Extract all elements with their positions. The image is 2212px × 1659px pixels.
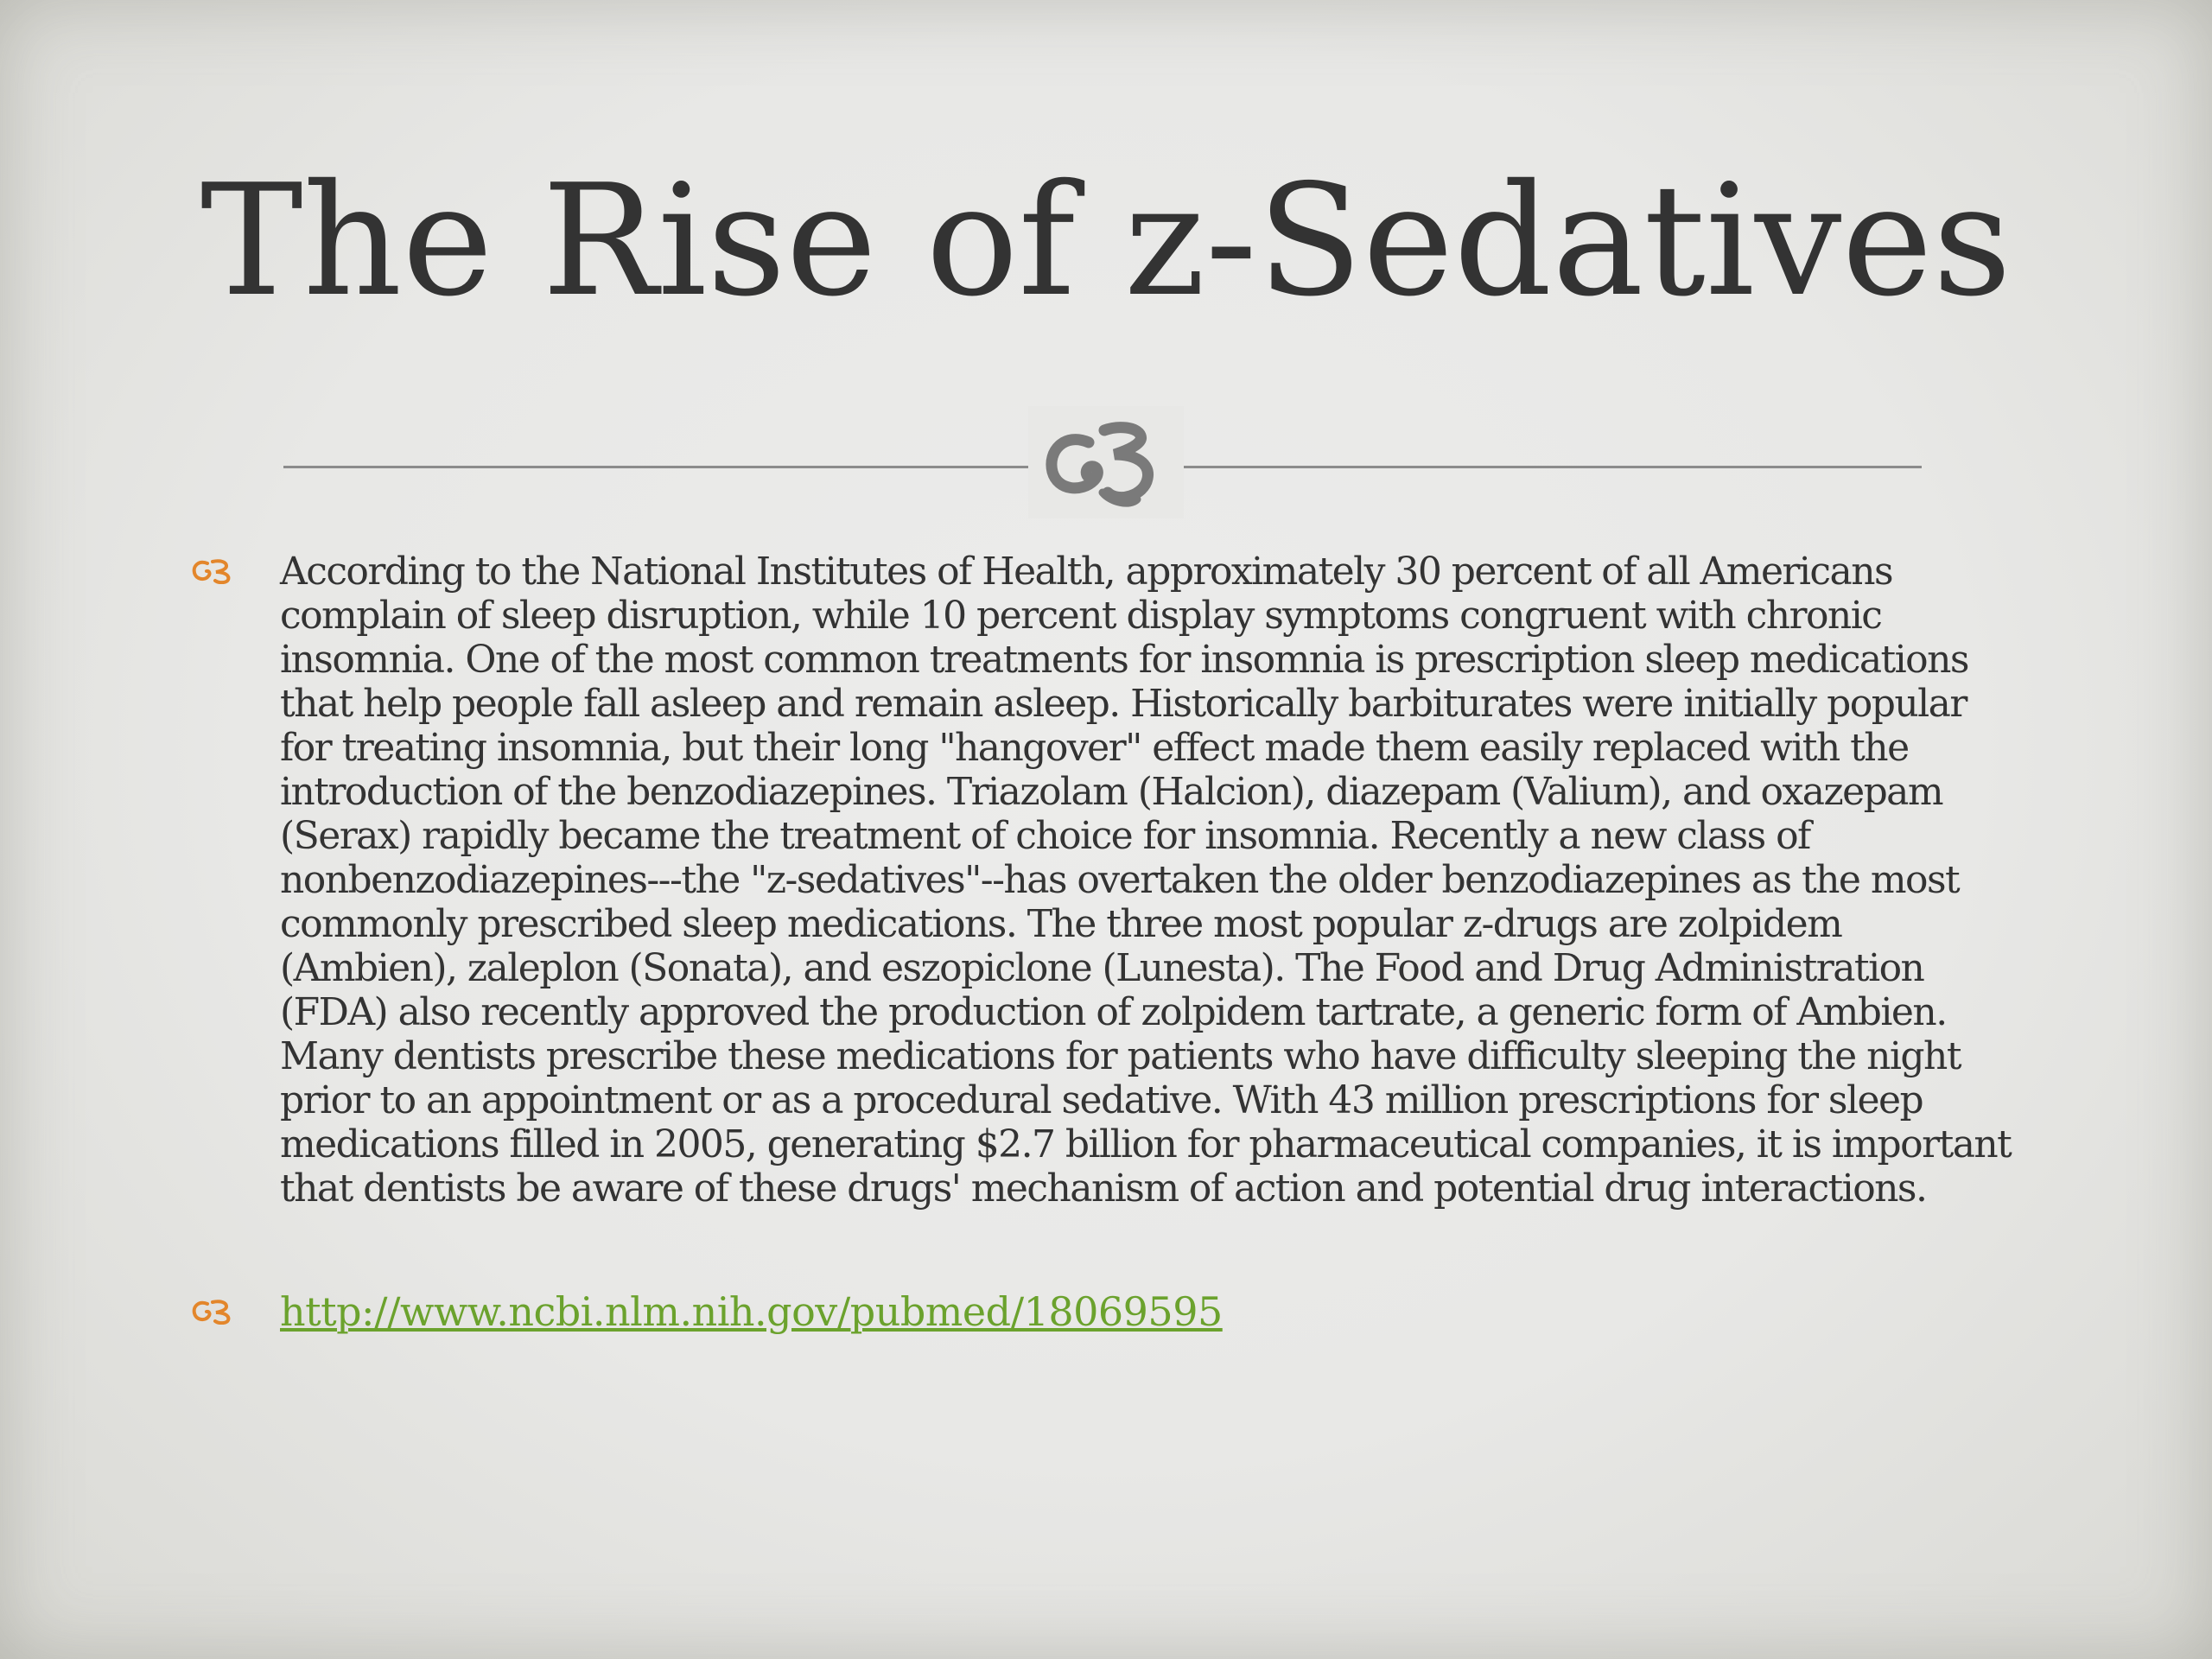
flourish-ornament-icon xyxy=(1028,406,1184,518)
bullet-link xyxy=(190,1290,2013,1334)
slide-title: The Rise of z-Sedatives xyxy=(200,151,2012,330)
body-paragraph: According to the National Institutes of Health, approximately 30 percent of all Americans complain of sleep disruption, while 10 percent display symptoms congruent with chronic insomnia. One of the most common treatments for insomnia is prescription sleep medications that help people fall asleep and remain asleep. Historically barbiturates were initially popular for treating insomnia, but their long "hangover" effect made them easily replaced with the introduction of the benzodiazepines. Triazolam (Halcion), diazepam (Valium), and oxazepam (Serax) rapidly became the treatment of choice for insomnia. Recently a new class of nonbenzodiazepines---the "z-sedatives"--has overtaken the older benzodiazepines as the most commonly prescribed sleep medications. The three most popular z-drugs are zolpidem (Ambien), zaleplon (Sonata), and eszopiclone (Lunesta). The Food and Drug Administration (FDA) also recently approved the production of zolpidem tartrate, a generic form of Ambien. Many dentists prescribe these medications for patients who have difficulty sleeping the night prior to an appointment or as a procedural sedative. With 43 million prescriptions for sleep medications filled in 2005, generating $2.7 billion for pharmaceutical companies, it is important that dentists be aware of these drugs' mechanism of action and potential drug interactions. xyxy=(280,550,2012,1211)
flourish-bullet-icon xyxy=(190,1299,235,1325)
bullet-list xyxy=(190,550,2013,1414)
pubmed-link[interactable]: http://www.ncbi.nlm.nih.gov/pubmed/18069595 xyxy=(280,1288,1223,1335)
bullet-paragraph xyxy=(190,550,2013,1211)
flourish-bullet-icon xyxy=(190,558,235,584)
